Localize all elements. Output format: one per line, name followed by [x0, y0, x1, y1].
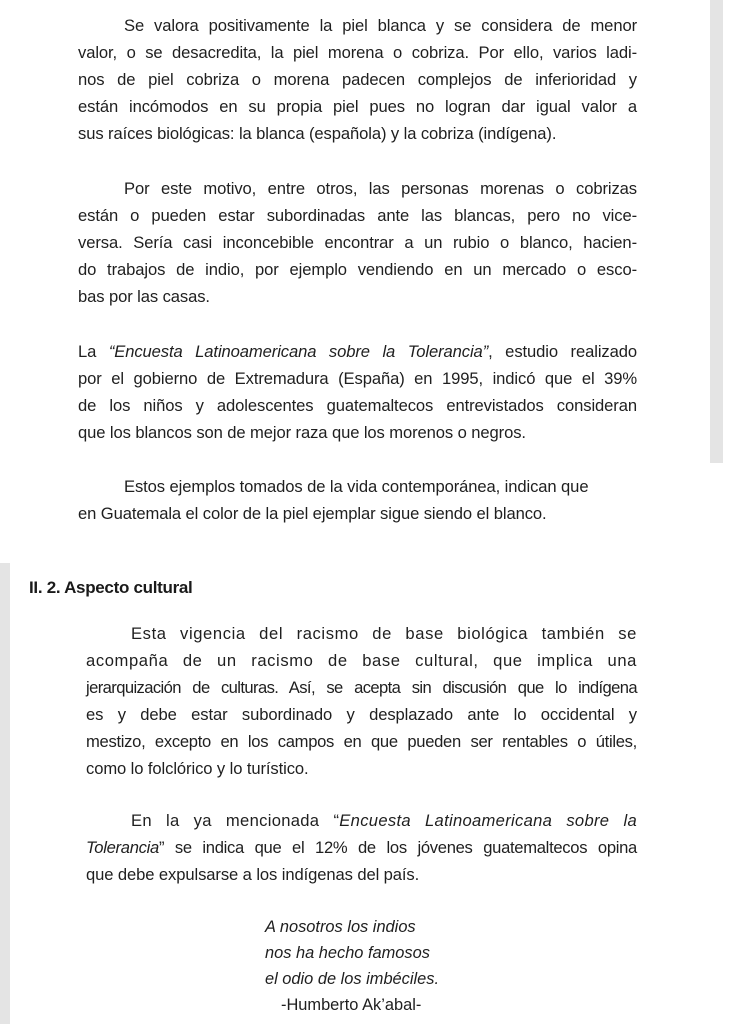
text-line: que los blancos son de mejor raza que los morenos o negros.	[78, 423, 526, 442]
text-line	[86, 834, 637, 861]
poem-line: A nosotros los indios	[265, 918, 416, 936]
text-line: que debe expulsarse a los indígenas del país.	[86, 865, 420, 884]
page-edge-left	[0, 563, 10, 1024]
text-line: sus raíces biológicas: la blanca (española) y la cobriza (indígena).	[78, 124, 557, 143]
page-edge-right	[710, 0, 723, 463]
text-line: por el gobierno de Extremadura (España) en 1995, indicó que el 39%	[78, 369, 637, 388]
text-line: valor, o se desacredita, la piel morena o cobriza. Por ello, varios ladi-	[78, 43, 637, 62]
text-line	[86, 807, 637, 834]
text-line: es y debe estar subordinado y desplazado ante lo occidental y	[86, 705, 637, 724]
paragraph-skin-color	[78, 12, 637, 147]
text-line: Estos ejemplos tomados de la vida contemporánea, indican que	[124, 477, 589, 496]
text-line: bas por las casas.	[78, 287, 210, 306]
text-fragment: En la ya mencionada “	[131, 811, 340, 830]
paragraph-survey-12-percent	[86, 807, 637, 888]
text-line: como lo folclórico y lo turístico.	[86, 759, 309, 778]
text-line: nos de piel cobriza o morena padecen complejos de inferioridad y	[78, 70, 637, 89]
text-fragment: ” se indica que el 12% de los jóvenes guatemaltecos opina	[158, 838, 637, 857]
paragraph-cultural-racism	[86, 620, 637, 782]
text-fragment: , estudio realizado	[488, 342, 637, 361]
text-line: en Guatemala el color de la piel ejemplar sigue siendo el blanco.	[78, 504, 547, 523]
poem-line: el odio de los imbéciles.	[265, 970, 440, 988]
text-line: do trabajos de indio, por ejemplo vendiendo en un mercado o esco-	[78, 260, 637, 279]
survey-title: “Encuesta Latinoamericana sobre la Tolerancia”	[108, 342, 489, 361]
text-line: Por este motivo, entre otros, las personas morenas o cobrizas	[124, 179, 637, 198]
poem-author: -Humberto Ak’abal-	[281, 996, 422, 1014]
poem-line: nos ha hecho famosos	[265, 944, 430, 962]
text-line: Se valora positivamente la piel blanca y se considera de menor	[124, 16, 637, 35]
survey-title: Tolerancia	[86, 838, 159, 857]
section-heading: II. 2. Aspecto cultural	[29, 578, 193, 597]
paragraph-survey-1995	[78, 338, 637, 446]
text-line: están o pueden estar subordinadas ante las blancas, pero no vice-	[78, 206, 637, 225]
poem-quote	[265, 914, 439, 1018]
text-line: versa. Sería casi inconcebible encontrar a un rubio o blanco, hacien-	[78, 233, 637, 252]
paragraph-conclusion	[78, 473, 637, 527]
text-line: acompaña de un racismo de base cultural, que implica una	[86, 651, 637, 670]
survey-title: Encuesta Latinoamericana sobre la	[339, 811, 637, 830]
text-line	[78, 338, 637, 365]
text-line: jerarquización de culturas. Así, se acepta sin discusión que lo indígena	[86, 678, 637, 697]
text-line: mestizo, excepto en los campos en que pueden ser rentables o útiles,	[86, 732, 637, 751]
text-line: de los niños y adolescentes guatemaltecos entrevistados consideran	[78, 396, 637, 415]
paragraph-subordination	[78, 175, 637, 310]
text-line: están incómodos en su propia piel pues no logran dar igual valor a	[78, 97, 637, 116]
text-line: Esta vigencia del racismo de base biológica también se	[131, 624, 637, 643]
text-fragment: La	[78, 342, 109, 361]
